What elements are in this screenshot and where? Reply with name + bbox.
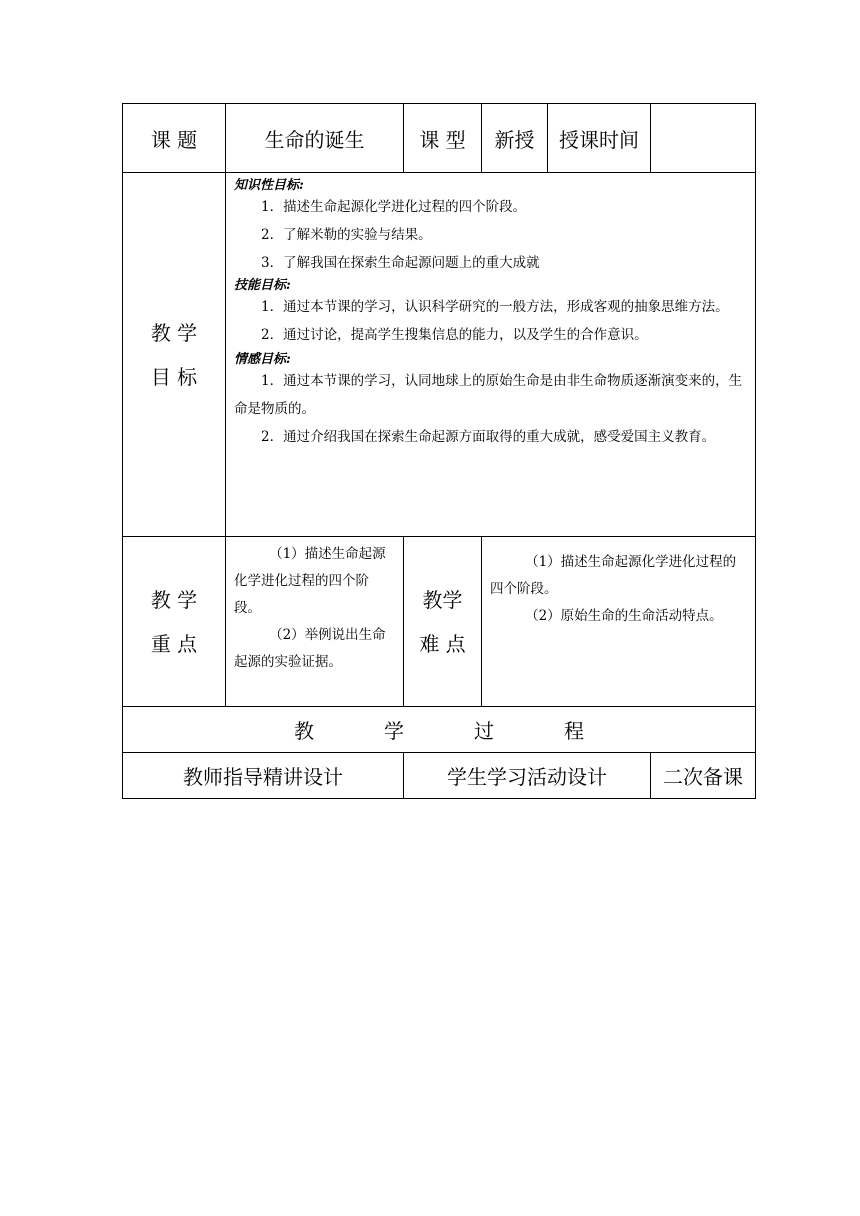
process-heading [123, 707, 756, 753]
type-label: 课 型 [404, 104, 482, 173]
objectives-label-line2: 目 标 [150, 364, 198, 389]
key-point-item: （2）举例说出生命起源的实验证据。 [234, 627, 386, 670]
objectives-content [226, 173, 756, 537]
objectives-label [123, 173, 226, 537]
skill-item: 2．通过讨论，提高学生搜集信息的能力，以及学生的合作意识。 [261, 327, 648, 343]
emotion-item: 2．通过介绍我国在探索生命起源方面取得的重大成就，感受爱国主义教育。 [261, 429, 716, 445]
topic-label: 课 题 [123, 104, 226, 173]
difficulties-label-line1: 教学 [422, 587, 463, 612]
emotion-heading: 情感目标: [234, 352, 291, 367]
skill-item: 1．通过本节课的学习，认识科学研究的一般方法，形成客观的抽象思维方法。 [261, 299, 729, 315]
knowledge-item: 2．了解米勒的实验与结果。 [261, 227, 432, 243]
key-points-content [226, 537, 404, 707]
emotion-item: 1．通过本节课的学习，认同地球上的原始生命是由非生命物质逐渐演变来的，生命是物质的。 [234, 373, 743, 417]
knowledge-item: 1．描述生命起源化学进化过程的四个阶段。 [261, 199, 527, 215]
process-char: 过 [474, 719, 494, 743]
difficulty-item: （1）描述生命起源化学进化过程的四个阶段。 [490, 554, 737, 597]
process-char: 学 [384, 719, 404, 743]
key-points-label-line1: 教 学 [150, 587, 198, 612]
objectives-label-line1: 教 学 [150, 320, 198, 345]
header-row [123, 104, 756, 173]
objectives-row [123, 173, 756, 537]
type-value: 新授 [482, 104, 548, 173]
footer-row [123, 753, 756, 799]
second-prep-header: 二次备课 [651, 753, 756, 799]
time-value [651, 104, 756, 173]
difficulties-label-line2: 难 点 [419, 631, 466, 656]
skill-heading: 技能目标: [234, 278, 291, 293]
difficulty-item: （2）原始生命的生命活动特点。 [525, 608, 723, 624]
difficulties-content [482, 537, 756, 707]
topic-value: 生命的诞生 [226, 104, 404, 173]
student-design-header: 学生学习活动设计 [404, 753, 651, 799]
difficulties-label [404, 537, 482, 707]
process-row [123, 707, 756, 753]
time-label: 授课时间 [548, 104, 651, 173]
process-char: 程 [564, 719, 584, 743]
key-points-label-line2: 重 点 [150, 631, 198, 656]
key-points-label [123, 537, 226, 707]
lesson-plan-table [122, 103, 756, 799]
knowledge-item: 3．了解我国在探索生命起源问题上的重大成就 [261, 255, 540, 271]
key-point-item: （1）描述生命起源化学进化过程的四个阶段。 [234, 546, 386, 616]
process-char: 教 [294, 719, 314, 743]
knowledge-heading: 知识性目标: [234, 178, 304, 193]
focus-row [123, 537, 756, 707]
teacher-design-header: 教师指导精讲设计 [123, 753, 404, 799]
